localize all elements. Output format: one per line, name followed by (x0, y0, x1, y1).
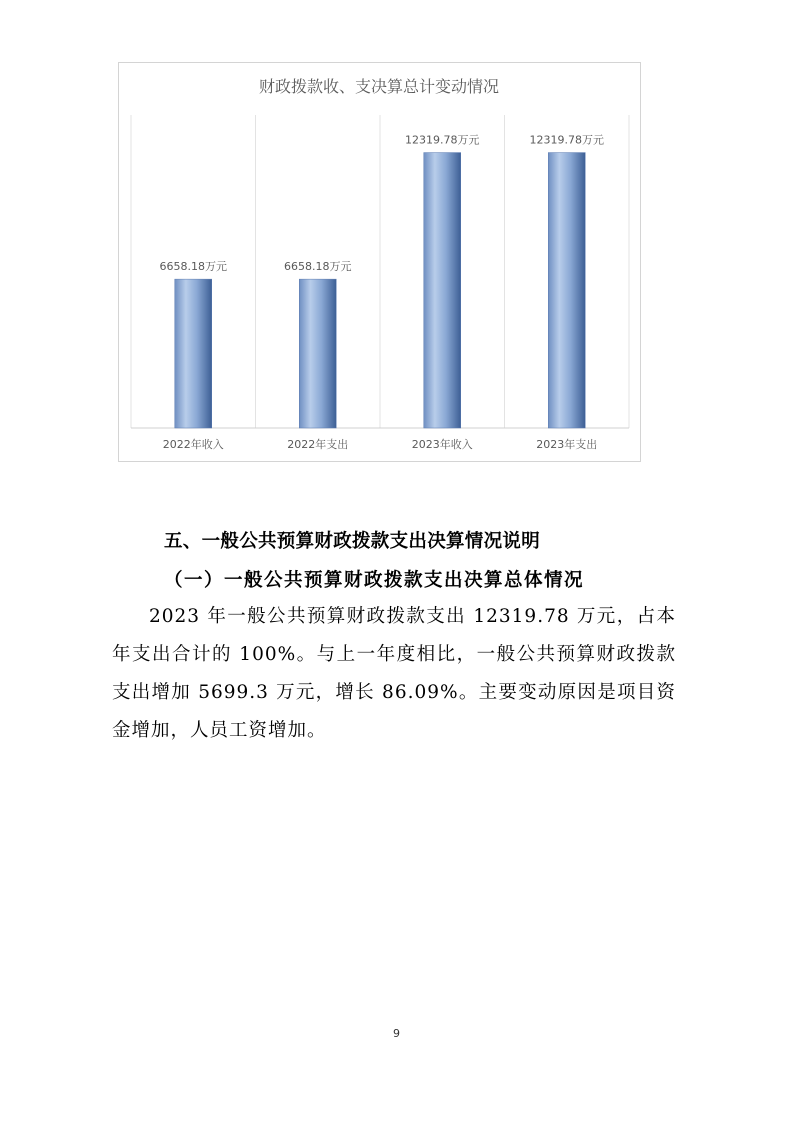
bar-chart (119, 63, 640, 461)
category-label-1: 2022年收入 (162, 438, 224, 451)
body-paragraph: 2023 年一般公共预算财政拨款支出 12319.78 万元，占本年支出合计的 100%。与上一年度相比，一般公共预算财政拨款支出增加 5699.3 万元，增长 86.09%。主要变动原因是项目资金增加，人员工资增加。 (112, 606, 676, 741)
data-label-4: 12319.78万元 (529, 133, 604, 147)
category-label-2: 2022年支出 (287, 438, 349, 451)
category-label-3: 2023年收入 (411, 438, 473, 451)
data-label-1: 6658.18万元 (159, 260, 227, 274)
section-subheading: （一）一般公共预算财政拨款支出决算总体情况 (164, 570, 585, 591)
page-number: 9 (393, 1027, 400, 1040)
chart-labels (160, 134, 605, 451)
section-heading: 五、一般公共预算财政拨款支出决算情况说明 (164, 531, 541, 552)
data-label-3: 12319.78万元 (405, 133, 480, 147)
bar-3 (424, 153, 461, 428)
chart-title: 财政拨款收、支决算总计变动情况 (258, 77, 500, 96)
bar-4 (548, 153, 585, 428)
bar-2 (299, 279, 336, 428)
bar-1 (175, 279, 212, 428)
category-label-4: 2023年支出 (536, 438, 598, 451)
chart-container (118, 62, 641, 462)
data-label-2: 6658.18万元 (284, 260, 352, 274)
